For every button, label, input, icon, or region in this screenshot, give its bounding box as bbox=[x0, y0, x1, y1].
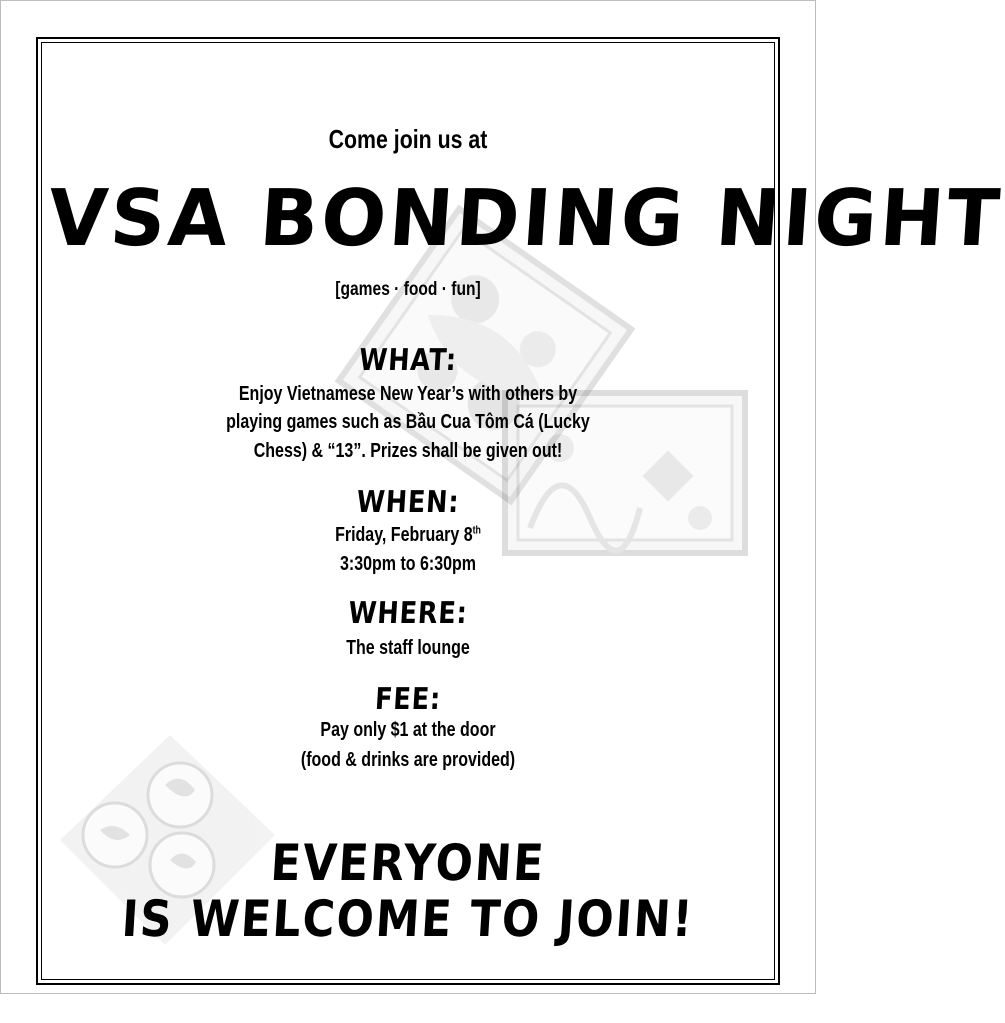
what-line-2: playing games such as Bầu Cua Tôm Cá (Lucky bbox=[226, 411, 590, 433]
closing-line-2: IS WELCOME TO JOIN! bbox=[120, 890, 696, 948]
event-date-text: Friday, February 8 bbox=[335, 524, 473, 546]
fee-heading: FEE: bbox=[374, 682, 442, 717]
what-line-1: Enjoy Vietnamese New Year’s with others by bbox=[238, 383, 578, 405]
event-date-suffix: th bbox=[472, 524, 481, 537]
intro-text: Come join us at bbox=[328, 124, 488, 154]
event-location: The staff lounge bbox=[346, 637, 470, 659]
fee-line-2: (food & drinks are provided) bbox=[300, 749, 516, 771]
what-line-3: Chess) & “13”. Prizes shall be given out! bbox=[253, 440, 563, 462]
what-heading: WHAT: bbox=[358, 343, 458, 378]
fee-line-1: Pay only $1 at the door bbox=[320, 719, 496, 741]
event-time: 3:30pm to 6:30pm bbox=[339, 553, 477, 575]
where-heading: WHERE: bbox=[347, 596, 469, 631]
when-heading: WHEN: bbox=[355, 485, 461, 520]
tagline: [games · food · fun] bbox=[335, 279, 481, 300]
event-title: VSA BONDING NIGHT bbox=[45, 174, 1005, 264]
event-date bbox=[114, 525, 701, 545]
closing-line-1: EVERYONE bbox=[269, 834, 547, 892]
